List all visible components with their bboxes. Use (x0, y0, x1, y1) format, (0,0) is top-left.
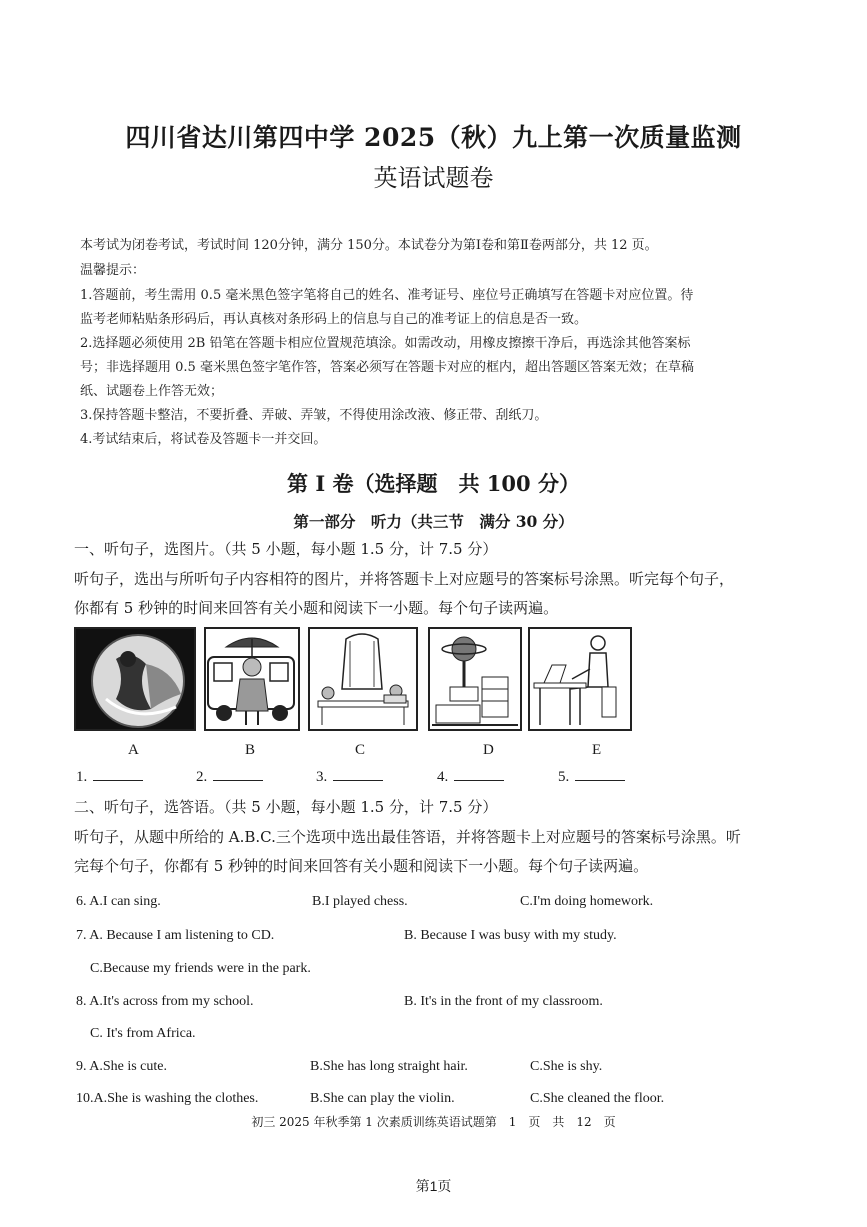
tip-line: 1.答题前，考生需用 0.5 毫米黑色签字笔将自己的姓名、准考证号、座位号正确填写在答题卡对应位置。待 (80, 288, 694, 303)
section2-desc: 完每个句子，你都有 5 秒钟的时间来回答有关小题和阅读下一小题。每个句子读两遍。 (74, 857, 649, 875)
blank-number: 2. (196, 769, 208, 785)
blank-number: 1. (76, 769, 88, 785)
question-10-option-a: 10.A.She is washing the clothes. (76, 1091, 259, 1106)
tip-line: 3.保持答题卡整洁，不要折叠、弄破、弄皱，不得使用涂改液、修正带、刮纸刀。 (80, 408, 548, 423)
classroom-illustration (310, 629, 416, 729)
question-10-option-c: C.She cleaned the floor. (530, 1091, 665, 1106)
answer-blank-3[interactable] (316, 768, 383, 786)
picture-label-c: C (355, 742, 366, 758)
picture-c (308, 627, 418, 731)
blank-number: 5. (558, 769, 570, 785)
question-9-option-a: 9. A.She is cute. (76, 1059, 167, 1074)
section1-heading: 一、听句子，选图片。（共 5 小题，每小题 1.5 分，计 7.5 分） (74, 540, 498, 558)
tip-line: 4.考试结束后，将试卷及答题卡一并交回。 (80, 432, 327, 447)
picture-label-a: A (128, 742, 139, 758)
answer-blank-5[interactable] (558, 768, 625, 786)
blank-number: 4. (437, 769, 449, 785)
question-7-option-a: 7. A. Because I am listening to CD. (76, 928, 275, 943)
answer-blank-2[interactable] (196, 768, 263, 786)
part-heading: 第一部分 听力（共三节 满分 30 分） (293, 512, 574, 531)
section2-desc: 听句子，从题中所给的 A.B.C.三个选项中选出最佳答语，并将答题卡上对应题号的答案标号涂黑。听 (74, 828, 741, 846)
blank-line (333, 768, 383, 781)
picture-label-d: D (483, 742, 494, 758)
blank-line (575, 768, 625, 781)
picture-a (74, 627, 196, 731)
picture-label-b: B (245, 742, 256, 758)
question-8-option-a: 8. A.It's across from my school. (76, 994, 254, 1009)
question-8-option-c: C. It's from Africa. (90, 1026, 196, 1041)
question-9-option-c: C.She is shy. (530, 1059, 603, 1074)
question-8-option-b: B. It's in the front of my classroom. (404, 994, 603, 1009)
bus-umbrella-illustration (206, 629, 298, 729)
blank-number: 3. (316, 769, 328, 785)
computer-desk-illustration (530, 629, 630, 729)
blank-line (213, 768, 263, 781)
tips-heading: 温馨提示： (80, 263, 146, 278)
space-station-illustration (430, 629, 520, 729)
question-9-option-b: B.She has long straight hair. (310, 1059, 468, 1074)
question-7-option-c: C.Because my friends were in the park. (90, 961, 311, 976)
section1-desc: 听句子，选出与所听句子内容相符的图片，并将答题卡上对应题号的答案标号涂黑。听完每个句子， (74, 570, 735, 588)
answer-blank-1[interactable] (76, 768, 143, 786)
question-10-option-b: B.She can play the violin. (310, 1091, 455, 1106)
tip-line: 号；非选择题用 0.5 毫米黑色签字笔作答，答案必须写在答题卡对应的框内，超出答题区答案无效；在草稿 (80, 360, 694, 375)
tip-line: 监考老师粘贴条形码后，再认真核对条形码上的信息与自己的准考证上的信息是否一致。 (80, 312, 588, 327)
picture-b (204, 627, 300, 731)
answer-blank-4[interactable] (437, 768, 504, 786)
section1-desc: 你都有 5 秒钟的时间来回答有关小题和阅读下一小题。每个句子读两遍。 (74, 599, 559, 617)
picture-e (528, 627, 632, 731)
section2-heading: 二、听句子，选答语。（共 5 小题，每小题 1.5 分，计 7.5 分） (74, 798, 498, 816)
page-number: 第1页 (415, 1178, 452, 1194)
blank-line (454, 768, 504, 781)
question-7-option-b: B. Because I was busy with my study. (404, 928, 617, 943)
moon-lady-illustration (76, 629, 194, 729)
question-6-option-b: B.I played chess. (312, 894, 408, 909)
blank-line (93, 768, 143, 781)
picture-label-e: E (592, 742, 602, 758)
picture-d (428, 627, 522, 731)
tip-line: 2.选择题必须使用 2B 铅笔在答题卡相应位置规范填涂。如需改动，用橡皮擦擦干净后，再选涂其他答案标 (80, 336, 691, 351)
volume-heading: 第 I 卷（选择题 共 100 分） (287, 471, 580, 496)
page-footer-line: 初三 2025 年秋季第 1 次素质训练英语试题第 1 页 共 12 页 (251, 1115, 616, 1129)
exam-subtitle: 英语试题卷 (373, 164, 494, 192)
tip-line: 纸、试题卷上作答无效； (80, 384, 224, 399)
question-6-option-a: 6. A.I can sing. (76, 894, 161, 909)
intro-text: 本考试为闭卷考试，考试时间 120分钟，满分 150分。本试卷分为第Ⅰ卷和第Ⅱ卷两部分，共 12 页。 (80, 238, 658, 253)
question-6-option-c: C.I'm doing homework. (520, 894, 654, 909)
exam-title: 四川省达川第四中学 2025（秋）九上第一次质量监测 (125, 123, 742, 152)
